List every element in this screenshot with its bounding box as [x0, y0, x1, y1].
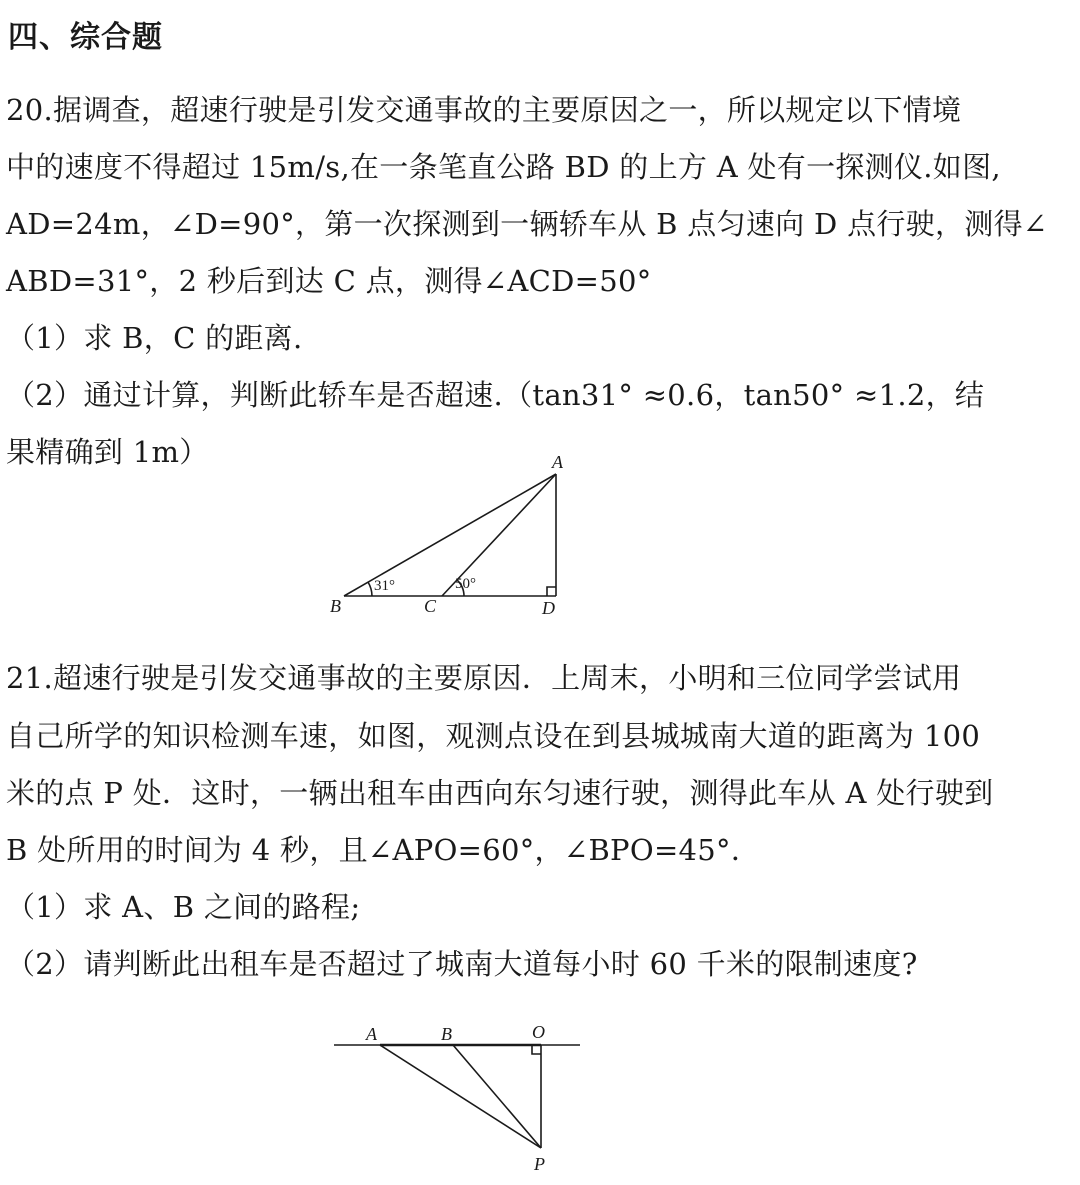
problem-20-line-3: AD=24m，∠D=90°，第一次探测到一辆轿车从 B 点匀速向 D 点行驶，测得∠ — [6, 207, 1048, 241]
problem-20-line-1: 20.据调查，超速行驶是引发交通事故的主要原因之一，所以规定以下情境 — [6, 93, 962, 127]
label-O: O — [532, 1022, 545, 1042]
problem-20-question-2-cont: 果精确到 1m） — [6, 435, 209, 469]
label-B: B — [441, 1024, 452, 1044]
label-B: B — [330, 596, 341, 616]
label-P: P — [534, 1154, 545, 1174]
section-title: 四、综合题 — [8, 20, 163, 55]
problem-21-question-1: （1）求 A、B 之间的路程; — [6, 890, 361, 924]
problem-20-question-2: （2）通过计算，判断此轿车是否超速.（tan31° ≈0.6，tan50° ≈1.2，结 — [6, 378, 985, 412]
angle-label-50: 50° — [455, 576, 476, 592]
label-A: A — [552, 452, 563, 472]
label-C: C — [424, 596, 437, 616]
problem-21-question-2: （2）请判断此出租车是否超过了城南大道每小时 60 千米的限制速度? — [6, 947, 918, 981]
problem-21-line-3: 米的点 P 处．这时，一辆出租车由西向东匀速行驶，测得此车从 A 处行驶到 — [6, 776, 994, 810]
problem-20-line-4: ABD=31°，2 秒后到达 C 点，测得∠ACD=50° — [6, 264, 652, 298]
problem-20-line-2: 中的速度不得超过 15m/s,在一条笔直公路 BD 的上方 A 处有一探测仪.如图, — [6, 150, 1001, 184]
angle-label-31: 31° — [374, 578, 395, 594]
problem-21-line-2: 自己所学的知识检测车速，如图，观测点设在到县城城南大道的距离为 100 — [6, 719, 981, 753]
label-A: A — [366, 1024, 377, 1044]
right-angle-mark-O — [532, 1045, 541, 1054]
segment-BP — [453, 1045, 541, 1148]
problem-21-line-1: 21.超速行驶是引发交通事故的主要原因．上周末，小明和三位同学尝试用 — [6, 661, 962, 695]
label-D: D — [542, 598, 555, 618]
segment-AP — [380, 1045, 541, 1148]
problem-21-line-4: B 处所用的时间为 4 秒，且∠APO=60°，∠BPO=45°． — [6, 833, 761, 867]
problem-20-question-1: （1）求 B，C 的距离. — [6, 321, 303, 355]
